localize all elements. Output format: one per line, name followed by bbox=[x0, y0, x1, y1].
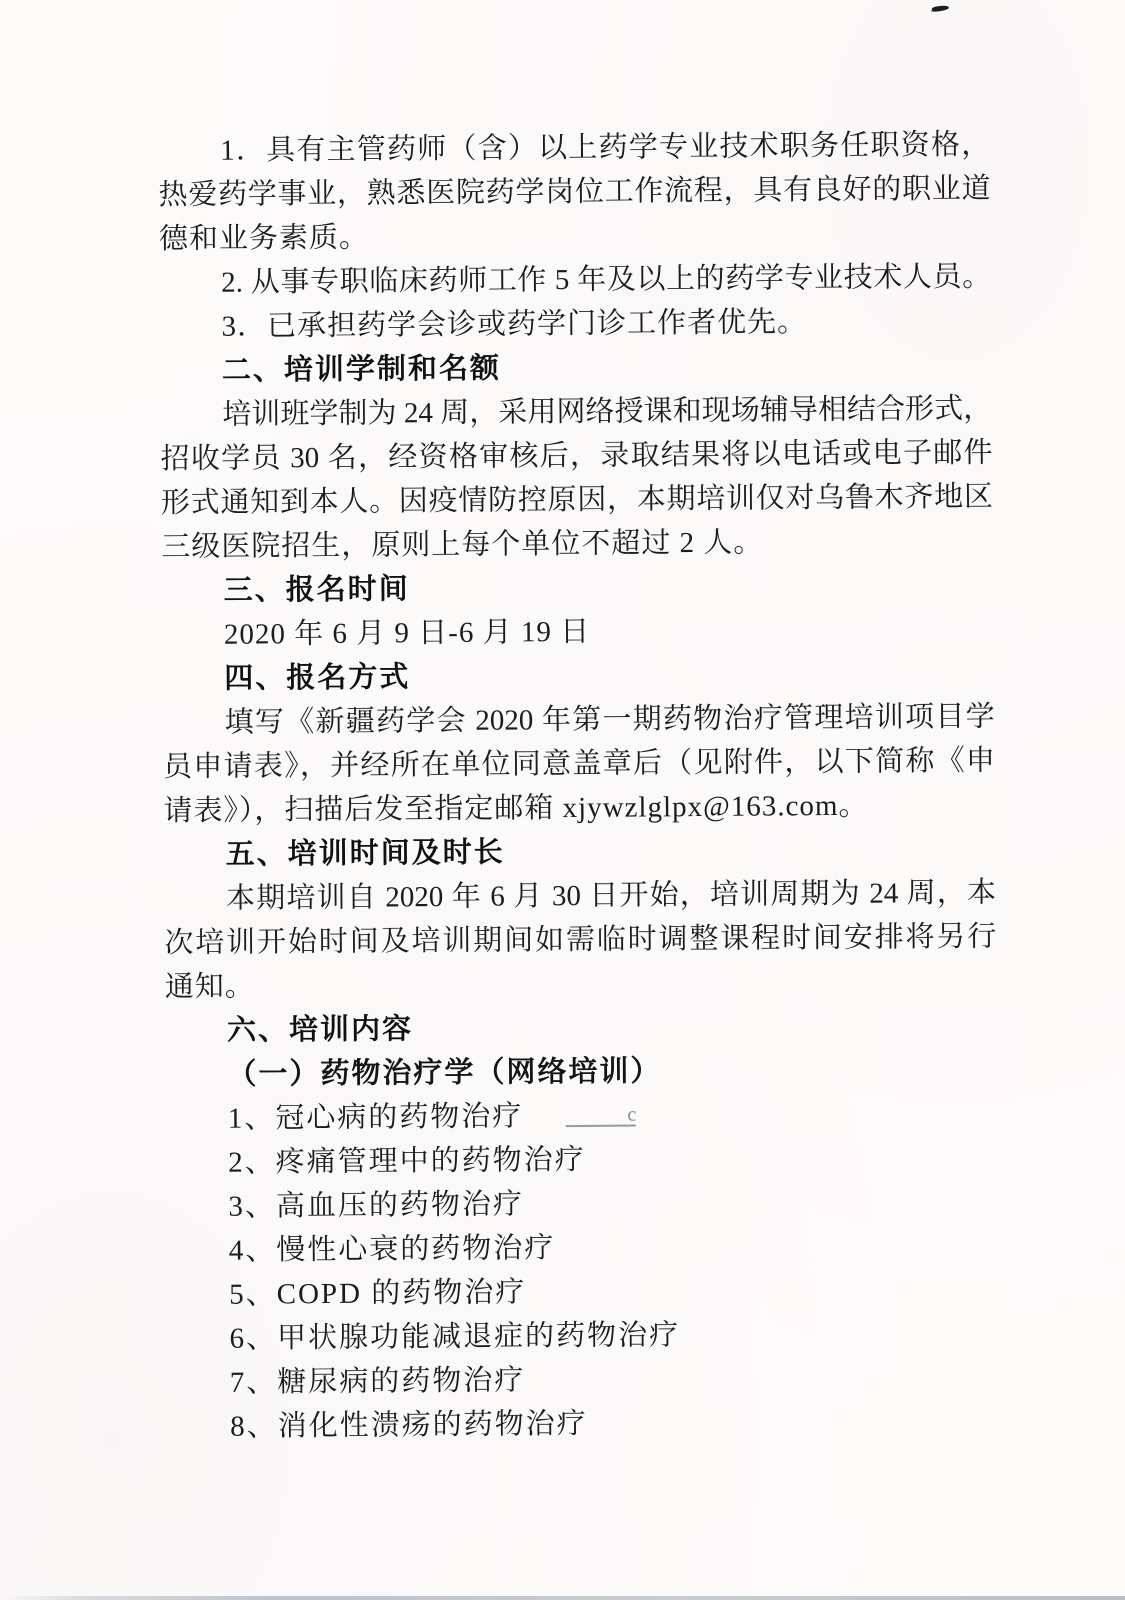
text-line: 填写《新疆药学会 2020 年第一期药物治疗管理培训项目学 bbox=[224, 700, 995, 739]
text-line: 形式通知到本人。因疫情防控原因，本期培训仅对乌鲁木齐地区 bbox=[160, 480, 994, 520]
section-heading: 二、培训学制和名额 bbox=[221, 352, 502, 387]
section-heading: 四、报名方式 bbox=[224, 661, 411, 695]
text-line: 3、高血压的药物治疗 bbox=[228, 1188, 525, 1223]
text-line: 次培训开始时间及培训期间如需临时调整课程时间安排将另行 bbox=[164, 920, 997, 960]
text-line: 3．已承担药学会诊或药学门诊工作者优先。 bbox=[221, 306, 808, 343]
text-line: 6、甲状腺功能减退症的药物治疗 bbox=[229, 1319, 681, 1355]
text-line: 德和业务素质。 bbox=[158, 221, 370, 256]
text-line: 本期培训自 2020 年 6 月 30 日开始，培训周期为 24 周，本 bbox=[225, 876, 997, 915]
document-body bbox=[158, 123, 1000, 1449]
section-heading: 五、培训时间及时长 bbox=[225, 836, 505, 871]
section-heading: 三、报名时间 bbox=[223, 573, 410, 607]
text-line: 1、冠心病的药物治疗 c bbox=[227, 1100, 637, 1135]
text-line: 培训班学制为 24 周，采用网络授课和现场辅导相结合形式， bbox=[222, 392, 993, 431]
text-line: 2、疼痛管理中的药物治疗 bbox=[228, 1143, 586, 1179]
scan-edge-line bbox=[0, 1596, 1125, 1600]
text-line: 员申请表》，并经所在单位同意盖章后（见附件，以下简称《申 bbox=[162, 744, 996, 784]
text-line: 2020 年 6 月 9 日-6 月 19 日 bbox=[223, 615, 591, 651]
text-line: 通知。 bbox=[164, 970, 255, 1004]
text-line: 5、COPD 的药物治疗 bbox=[229, 1276, 527, 1311]
section-heading: 六、培训内容 bbox=[226, 1013, 414, 1047]
text-line: 7、糖尿病的药物治疗 bbox=[229, 1364, 526, 1399]
text-line: 1．具有主管药师（含）以上药学专业技术职务任职资格， bbox=[220, 128, 991, 167]
stray-ink-mark bbox=[932, 5, 949, 12]
text-line: 4、慢性心衰的药物治疗 bbox=[228, 1232, 556, 1267]
text-line: 三级医院招生，原则上每个单位不超过 2 人。 bbox=[161, 526, 764, 564]
text-line: 请表》），扫描后发至指定邮箱 xjywzlglpx@163.com。 bbox=[163, 789, 869, 828]
text-line: 热爱药学事业，熟悉医院药学岗位工作流程，具有良好的职业道 bbox=[158, 172, 991, 212]
text-line: 2. 从事专职临床药师工作 5 年及以上的药学专业技术人员。 bbox=[221, 260, 992, 299]
text-line: 8、消化性溃疡的药物治疗 bbox=[230, 1407, 588, 1443]
ink-smudge: c bbox=[565, 1105, 636, 1128]
text-line: 招收学员 30 名，经资格审核后，录取结果将以电话或电子邮件 bbox=[160, 436, 993, 476]
section-heading: （一）药物治疗学（网络培训） bbox=[227, 1055, 662, 1091]
